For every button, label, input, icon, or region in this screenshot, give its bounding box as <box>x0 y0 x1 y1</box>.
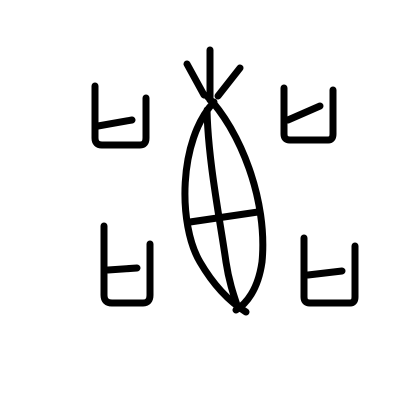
mouth-bottom-left <box>104 226 150 303</box>
central-pictograph <box>185 50 263 312</box>
mouth-top-left <box>95 86 146 145</box>
mouth-top-right <box>284 88 333 140</box>
mouth-bottom-right <box>304 238 355 303</box>
